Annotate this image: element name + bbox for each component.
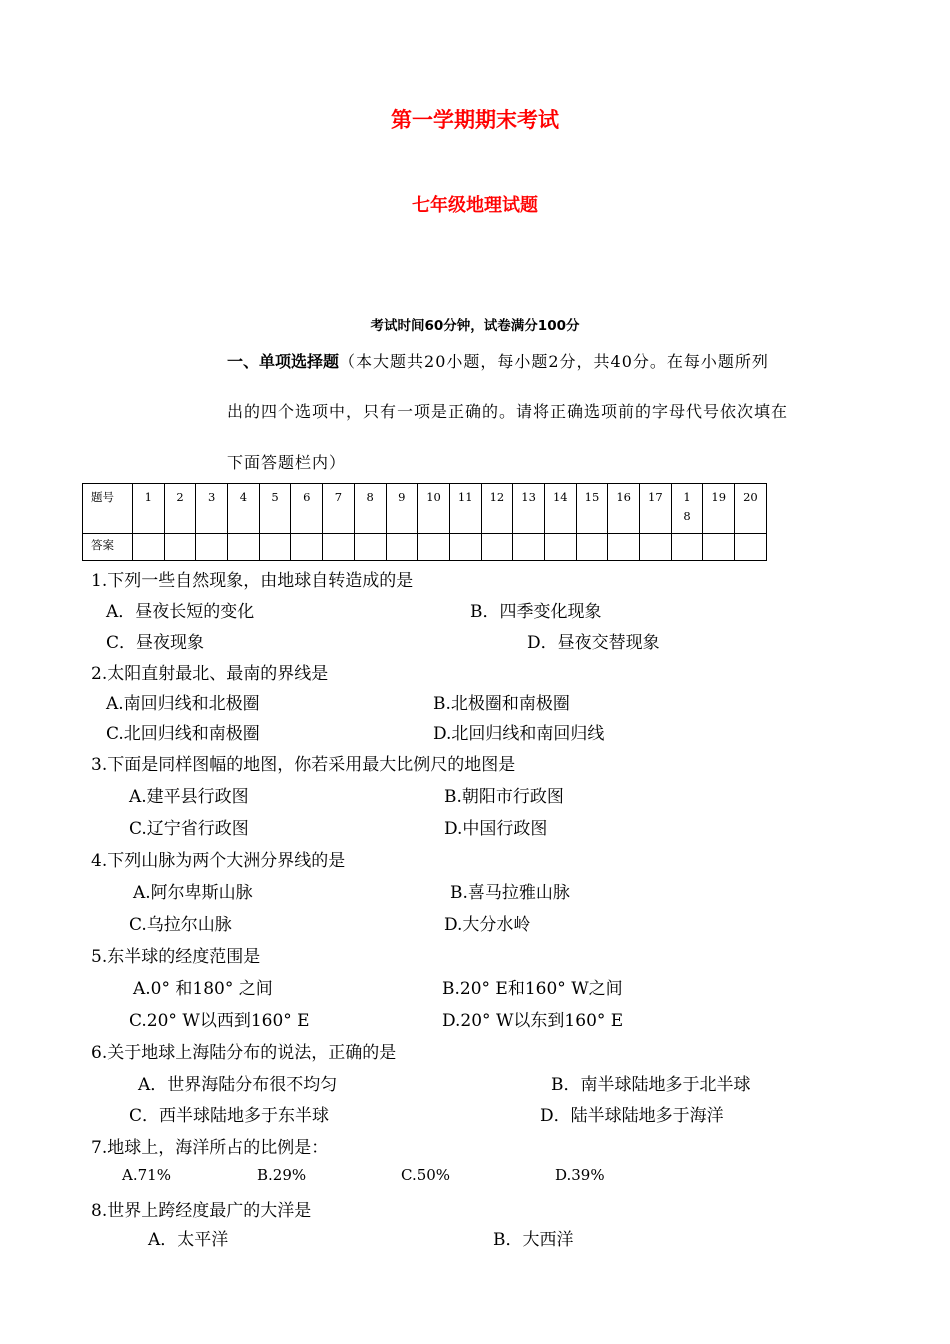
question-number-cell: 8 bbox=[354, 484, 386, 534]
answer-cell[interactable] bbox=[354, 534, 386, 561]
answer-cell[interactable] bbox=[196, 534, 228, 561]
question-8-option-b: B．大西洋 bbox=[493, 1230, 574, 1250]
question-2-option-b: B.北极圈和南极圈 bbox=[433, 694, 570, 714]
question-number-cell: 10 bbox=[418, 484, 450, 534]
answer-cell[interactable] bbox=[418, 534, 450, 561]
answer-cell[interactable] bbox=[228, 534, 260, 561]
question-4-option-a: A.阿尔卑斯山脉 bbox=[133, 883, 253, 903]
question-number-cell: 20 bbox=[735, 484, 767, 534]
answer-cell[interactable] bbox=[259, 534, 291, 561]
exam-title: 第一学期期末考试 bbox=[391, 108, 559, 132]
question-6-option-b: B．南半球陆地多于北半球 bbox=[551, 1075, 751, 1095]
question-number-cell: 14 bbox=[544, 484, 576, 534]
answer-cell[interactable] bbox=[323, 534, 355, 561]
question-4-option-b: B.喜马拉雅山脉 bbox=[450, 883, 570, 903]
question-2-stem: 2.太阳直射最北、最南的界线是 bbox=[91, 664, 329, 684]
question-number-cell: 7 bbox=[323, 484, 355, 534]
section-instruction-1: （本大题共20小题，每小题2分，共40分。在每小题所列 bbox=[339, 352, 769, 371]
question-5-stem: 5.东半球的经度范围是 bbox=[91, 947, 261, 967]
question-7-option-b: B.29% bbox=[257, 1166, 307, 1184]
question-number-cell: 12 bbox=[481, 484, 513, 534]
question-7-option-a: A.71% bbox=[122, 1166, 171, 1184]
question-1-option-a: A．昼夜长短的变化 bbox=[106, 602, 255, 622]
question-3-option-c: C.辽宁省行政图 bbox=[129, 819, 249, 839]
question-3-option-d: D.中国行政图 bbox=[444, 819, 548, 839]
question-number-cell: 6 bbox=[291, 484, 323, 534]
question-7-option-c: C.50% bbox=[401, 1166, 451, 1184]
answer-cell[interactable] bbox=[640, 534, 672, 561]
answer-cell[interactable] bbox=[481, 534, 513, 561]
row-label-answer: 答案 bbox=[83, 534, 133, 561]
section-heading bbox=[227, 349, 769, 372]
question-number-cell: 11 bbox=[449, 484, 481, 534]
section-instruction-3: 下面答题栏内） bbox=[227, 453, 347, 472]
answer-cell[interactable] bbox=[513, 534, 545, 561]
question-3-option-b: B.朝阳市行政图 bbox=[444, 787, 564, 807]
question-8-stem: 8.世界上跨经度最广的大洋是 bbox=[91, 1201, 312, 1221]
question-4-option-d: D.大分水岭 bbox=[444, 915, 531, 935]
question-3-stem: 3.下面是同样图幅的地图，你若采用最大比例尺的地图是 bbox=[91, 755, 516, 775]
question-1-option-d: D．昼夜交替现象 bbox=[527, 633, 660, 653]
answer-cell[interactable] bbox=[386, 534, 418, 561]
question-6-option-c: C．西半球陆地多于东半球 bbox=[129, 1106, 330, 1126]
question-2-option-c: C.北回归线和南极圈 bbox=[106, 724, 260, 744]
question-number-cell: 3 bbox=[196, 484, 228, 534]
question-8-option-a: A．太平洋 bbox=[148, 1230, 229, 1250]
question-1-option-b: B．四季变化现象 bbox=[470, 602, 602, 622]
question-number-cell: 15 bbox=[576, 484, 608, 534]
answer-cell[interactable] bbox=[703, 534, 735, 561]
exam-subtitle: 七年级地理试题 bbox=[412, 195, 538, 216]
question-1-option-c: C．昼夜现象 bbox=[106, 633, 205, 653]
question-6-option-a: A．世界海陆分布很不均匀 bbox=[138, 1075, 338, 1095]
answer-cell[interactable] bbox=[133, 534, 165, 561]
question-3-option-a: A.建平县行政图 bbox=[129, 787, 249, 807]
question-number-cell: 13 bbox=[513, 484, 545, 534]
question-5-option-b: B.20° E和160° W之间 bbox=[442, 979, 623, 999]
question-number-cell: 16 bbox=[608, 484, 640, 534]
question-5-option-a: A.0° 和180° 之间 bbox=[133, 979, 273, 999]
answer-cell[interactable] bbox=[576, 534, 608, 561]
question-5-option-c: C.20° W以西到160° E bbox=[129, 1011, 310, 1031]
question-number-cell: 17 bbox=[640, 484, 672, 534]
question-number-cell: 9 bbox=[386, 484, 418, 534]
question-1-stem: 1.下列一些自然现象，由地球自转造成的是 bbox=[91, 571, 414, 591]
table-row-answers bbox=[83, 534, 767, 561]
question-7-stem: 7.地球上，海洋所占的比例是： bbox=[91, 1138, 329, 1158]
question-6-option-d: D．陆半球陆地多于海洋 bbox=[540, 1106, 724, 1126]
question-4-option-c: C.乌拉尔山脉 bbox=[129, 915, 232, 935]
question-7-option-d: D.39% bbox=[555, 1166, 605, 1184]
answer-cell[interactable] bbox=[449, 534, 481, 561]
table-row-numbers bbox=[83, 484, 767, 534]
question-number-cell: 2 bbox=[164, 484, 196, 534]
exam-info: 考试时间60分钟，试卷满分100分 bbox=[370, 318, 580, 334]
row-label-number: 题号 bbox=[83, 484, 133, 534]
section-instruction-2: 出的四个选项中，只有一项是正确的。请将正确选项前的字母代号依次填在 bbox=[227, 402, 789, 421]
question-number-cell: 19 bbox=[703, 484, 735, 534]
answer-cell[interactable] bbox=[735, 534, 767, 561]
answer-cell[interactable] bbox=[164, 534, 196, 561]
question-number-cell: 5 bbox=[259, 484, 291, 534]
answer-table bbox=[82, 483, 767, 561]
answer-cell[interactable] bbox=[291, 534, 323, 561]
answer-cell[interactable] bbox=[544, 534, 576, 561]
question-number-cell: 18 bbox=[671, 484, 703, 534]
question-6-stem: 6.关于地球上海陆分布的说法，正确的是 bbox=[91, 1043, 397, 1063]
answer-cell[interactable] bbox=[671, 534, 703, 561]
section-title: 一、单项选择题 bbox=[227, 352, 340, 371]
question-number-cell: 4 bbox=[228, 484, 260, 534]
question-2-option-d: D.北回归线和南回归线 bbox=[433, 724, 605, 744]
question-2-option-a: A.南回归线和北极圈 bbox=[106, 694, 260, 714]
question-5-option-d: D.20° W以东到160° E bbox=[442, 1011, 624, 1031]
question-number-cell: 1 bbox=[133, 484, 165, 534]
answer-cell[interactable] bbox=[608, 534, 640, 561]
question-4-stem: 4.下列山脉为两个大洲分界线的是 bbox=[91, 851, 346, 871]
